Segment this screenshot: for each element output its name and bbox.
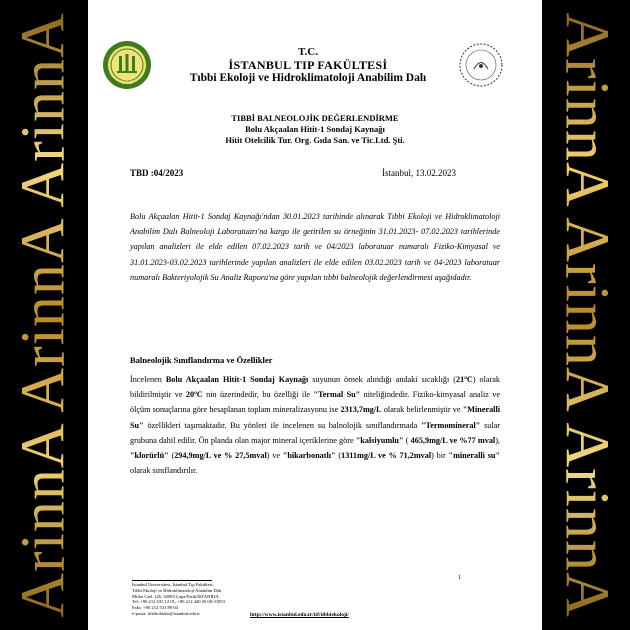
spring-name: Bolu Akçaalan Hitit-1 Sondaj Kaynağı bbox=[245, 124, 385, 134]
right-decorative-banner bbox=[542, 0, 630, 630]
section-title: Balneolojik Sınıflandırma ve Özellikler bbox=[130, 355, 273, 365]
header-country: T.C. bbox=[298, 46, 318, 58]
header-department: Tıbbi Ekoloji ve Hidroklimatoloji Anabilim Dalı bbox=[189, 72, 427, 84]
right-banner-text: ArinnA ArinnA ArinnA bbox=[551, 10, 622, 620]
classification-paragraph: İncelenen Bolu Akçaalan Hitit-1 Sondaj Kaynağı suyunun örnek alındığı andaki sıcaklığı (21ºC) olarak bildirilmiştir ve 20ºC nin üzerindedir, bu özelliği ile "Termal Su" niteliğindedir. Fiziko-kimyasal analiz ve ölçüm sonuçlarına göre hesaplanan toplam mineralizasyonu ise 2313,7mg/L olarak belirlenmiştir ve "Mineralli Su" özellikleri taşımaktadır. Bu yönleri ile incelenen su balnolojik sınıflandırmada "Termomineral" sular grubuna dahil edilir. Ön planda olan major mineral içeriklerine göre "kalsiyumlu" ( 465,9mg/L ve %77 mval), "klorürlü" (294,9mg/L ve % 27,5mval) ve "bikarbonatlı" (1311mg/L ve % 71,2mval) bir "mineralli su" olarak sınıflandırılır. bbox=[130, 375, 501, 476]
header-faculty: İSTANBUL TIP FAKÜLTESİ bbox=[228, 58, 388, 72]
department-website-link[interactable]: http://www.istanbul.edu.tr/itf/tibbiekoloji/ bbox=[250, 612, 349, 618]
university-seal-icon bbox=[102, 40, 152, 90]
left-banner-text: ArinnA ArinnA ArinnA bbox=[9, 10, 80, 620]
page-number: 1 bbox=[458, 575, 461, 581]
seal-year: 1453 bbox=[121, 80, 133, 86]
department-seal-icon bbox=[458, 42, 504, 88]
reference-number: TBD :04/2023 bbox=[130, 168, 184, 178]
intro-paragraph: Bolu Akçaalan Hitit-1 Sondaj Kaynağı'ndan 30.01.2023 tarihinde alınarak Tıbbi Ekoloji ve Hidroklimatoloji Anabilim Dalı Balneoloji Laboratuarı'na kargo ile getirilen su örneğinin 31.01.2023- 07.02.2023 tarihlerinde yapılan analizleri ile elde edilen 07.02.2023 tarih ve 04/2023 laboratuar numaralı Fiziko-Kimyasal ve 31.01.2023-03.02.2023 tarihlerinde yapılan analizleri ile elde edilen 03.02.2023 tarih ve 04-2023 laboratuar numaralı Bakteriyolojik Su Analiz Raporu'na göre yapılan tıbbi balneolojik değerlendirmesi aşağıdadır. bbox=[130, 212, 500, 282]
company-name: Hitit Otelcilik Tur. Org. Gıda San. ve Tic.Ltd. Şti. bbox=[225, 135, 405, 145]
footer-divider bbox=[132, 580, 212, 581]
document-page bbox=[88, 0, 542, 630]
report-date: İstanbul, 13.02.2023 bbox=[382, 168, 456, 178]
report-title: TIBBİ BALNEOLOJİK DEĞERLENDİRME bbox=[231, 113, 399, 123]
left-decorative-banner bbox=[0, 0, 88, 630]
footer-address: İstanbul Üniversitesi, İstanbul Tıp Fakültesi, Tıbbi Ekoloji ve Hidroklimatoloji Anabilim Dalı Millet Cad. 126, 34093 Çapa/Fatih/İSTANBUL Tel: +90 212 635 12 01, +90 212 440 20 00-31853 Faks: +90 212 531 89 04 e-posta: itftekohidro@istanbul.edu.tr bbox=[132, 582, 226, 616]
